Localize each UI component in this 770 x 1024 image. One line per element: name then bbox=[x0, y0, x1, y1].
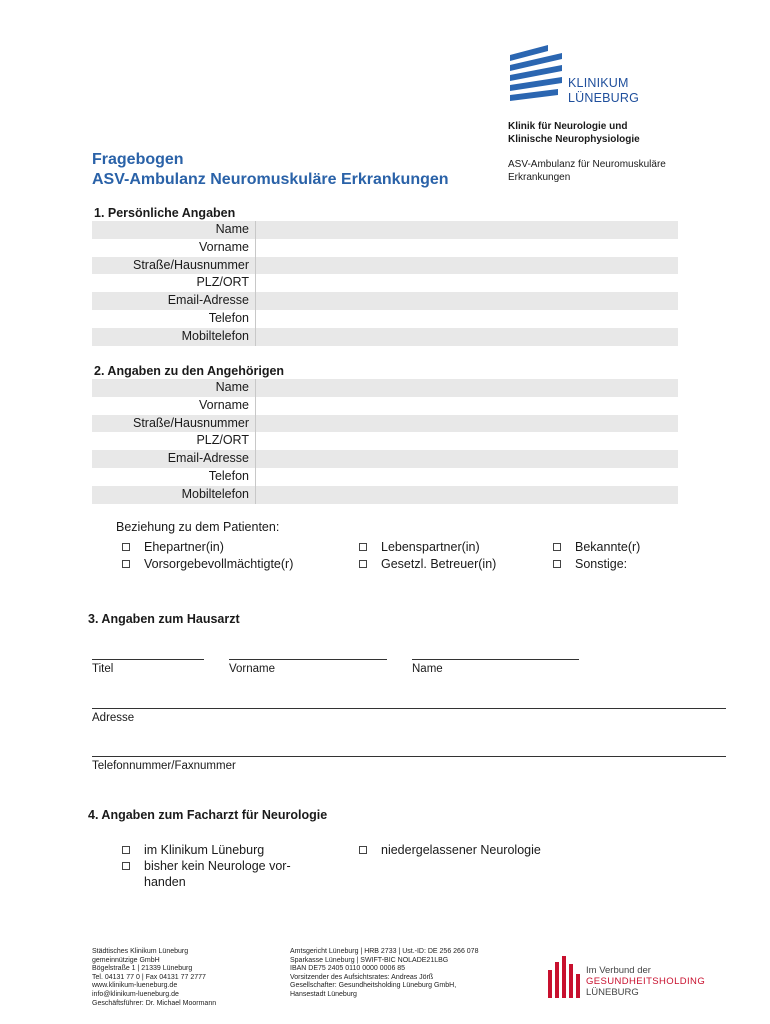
section4-heading: 4. Angaben zum Facharzt für Neurologie bbox=[88, 808, 328, 822]
rel-plz-field[interactable] bbox=[256, 432, 678, 450]
personal-data-table bbox=[92, 221, 678, 346]
checkbox-icon[interactable] bbox=[359, 543, 367, 551]
checkbox-icon[interactable] bbox=[122, 862, 130, 870]
section1-heading: 1. Persönliche Angaben bbox=[94, 206, 236, 220]
table-row: Email-Adresse bbox=[92, 292, 678, 310]
table-row: Straße/Hausnummer bbox=[92, 257, 678, 275]
table-row: Vorname bbox=[92, 239, 678, 257]
page-title: Fragebogen ASV-Ambulanz Neuromuskuläre Erkrankungen bbox=[92, 151, 449, 188]
street-field[interactable] bbox=[256, 257, 678, 275]
table-row: Email-Adresse bbox=[92, 450, 678, 468]
rel-phone-field[interactable] bbox=[256, 468, 678, 486]
checkbox-icon[interactable] bbox=[553, 560, 561, 568]
vorname-field[interactable] bbox=[256, 239, 678, 257]
section2-heading: 2. Angaben zu den Angehörigen bbox=[94, 364, 285, 378]
vorname-label: Vorname bbox=[229, 663, 276, 675]
checkbox-sonstige[interactable]: Sonstige: bbox=[553, 556, 627, 572]
titel-label: Titel bbox=[92, 663, 114, 675]
logo-text: KLINIKUM LÜNEBURG bbox=[568, 76, 640, 105]
table-row: Mobiltelefon bbox=[92, 486, 678, 504]
rel-street-field[interactable] bbox=[256, 415, 678, 433]
table-row: PLZ/ORT bbox=[92, 274, 678, 292]
checkbox-lebenspartner[interactable]: Lebenspartner(in) bbox=[359, 539, 480, 555]
telefon-label: Telefonnummer/Faxnummer bbox=[92, 760, 236, 772]
table-row: Mobiltelefon bbox=[92, 328, 678, 346]
checkbox-icon[interactable] bbox=[553, 543, 561, 551]
adresse-label: Adresse bbox=[92, 712, 135, 724]
checkbox-icon[interactable] bbox=[122, 543, 130, 551]
vorname-line[interactable] bbox=[229, 659, 387, 660]
checkbox-icon[interactable] bbox=[122, 846, 130, 854]
email-field[interactable] bbox=[256, 292, 678, 310]
checkbox-vorsorge[interactable]: Vorsorgebevollmächtigte(r) bbox=[122, 556, 293, 572]
table-row: Telefon bbox=[92, 468, 678, 486]
footer-legal: Amtsgericht Lüneburg | HRB 2733 | Ust.-ID: DE 256 266 078 Sparkasse Lüneburg | SWIFT-BIC NOLADE21LBG IBAN DE75 2405 0110 0000 0006 85 Vorsitzender des Aufsichtsrates: Andreas Jörß Gesellschafter: Gesundheitsholding Lüneburg GmbH, Hansestadt Lüneburg bbox=[290, 948, 479, 998]
rel-mobile-field[interactable] bbox=[256, 486, 678, 504]
relation-label: Beziehung zu dem Patienten: bbox=[116, 520, 280, 534]
relatives-table bbox=[92, 379, 678, 504]
rel-email-field[interactable] bbox=[256, 450, 678, 468]
clinic-name: Klinik für Neurologie und Klinische Neurophysiologie bbox=[508, 121, 640, 145]
name-field[interactable] bbox=[256, 221, 678, 239]
telefon-line[interactable] bbox=[92, 756, 726, 757]
checkbox-icon[interactable] bbox=[122, 560, 130, 568]
mobile-field[interactable] bbox=[256, 328, 678, 346]
table-row: Name bbox=[92, 379, 678, 397]
section3-heading: 3. Angaben zum Hausarzt bbox=[88, 612, 240, 626]
phone-field[interactable] bbox=[256, 310, 678, 328]
checkbox-ehepartner[interactable]: Ehepartner(in) bbox=[122, 539, 224, 555]
checkbox-kein-neurologe[interactable]: bisher kein Neurologe vor- handen bbox=[122, 858, 291, 890]
gesundheitsholding-logo-icon bbox=[546, 956, 582, 998]
holding-text: Im Verbund der GESUNDHEITSHOLDING LÜNEBURG bbox=[586, 965, 706, 998]
table-row: Straße/Hausnummer bbox=[92, 415, 678, 433]
name-line[interactable] bbox=[412, 659, 579, 660]
table-row: PLZ/ORT bbox=[92, 432, 678, 450]
rel-name-field[interactable] bbox=[256, 379, 678, 397]
footer-address: Städtisches Klinikum Lüneburg gemeinnützige GmbH Bögelstraße 1 | 21339 Lüneburg Tel. 04131 77 0 | Fax 04131 77 2777 www.klinikum-lueneburg.de info@klinikum-lueneburg.de Geschäftsführer: Dr. Michael Moormann bbox=[92, 948, 217, 1007]
checkbox-icon[interactable] bbox=[359, 560, 367, 568]
table-row: Vorname bbox=[92, 397, 678, 415]
checkbox-icon[interactable] bbox=[359, 846, 367, 854]
plz-field[interactable] bbox=[256, 274, 678, 292]
name-label: Name bbox=[412, 663, 443, 675]
checkbox-betreuer[interactable]: Gesetzl. Betreuer(in) bbox=[359, 556, 496, 572]
checkbox-klinikum[interactable]: im Klinikum Lüneburg bbox=[122, 842, 264, 858]
checkbox-bekannte[interactable]: Bekannte(r) bbox=[553, 539, 640, 555]
checkbox-niedergelassen[interactable]: niedergelassener Neurologie bbox=[359, 842, 541, 858]
table-row: Telefon bbox=[92, 310, 678, 328]
clinic-subtitle: ASV-Ambulanz für Neuromuskuläre Erkrankungen bbox=[508, 159, 666, 183]
table-row: Name bbox=[92, 221, 678, 239]
titel-line[interactable] bbox=[92, 659, 204, 660]
rel-vorname-field[interactable] bbox=[256, 397, 678, 415]
adresse-line[interactable] bbox=[92, 708, 726, 709]
